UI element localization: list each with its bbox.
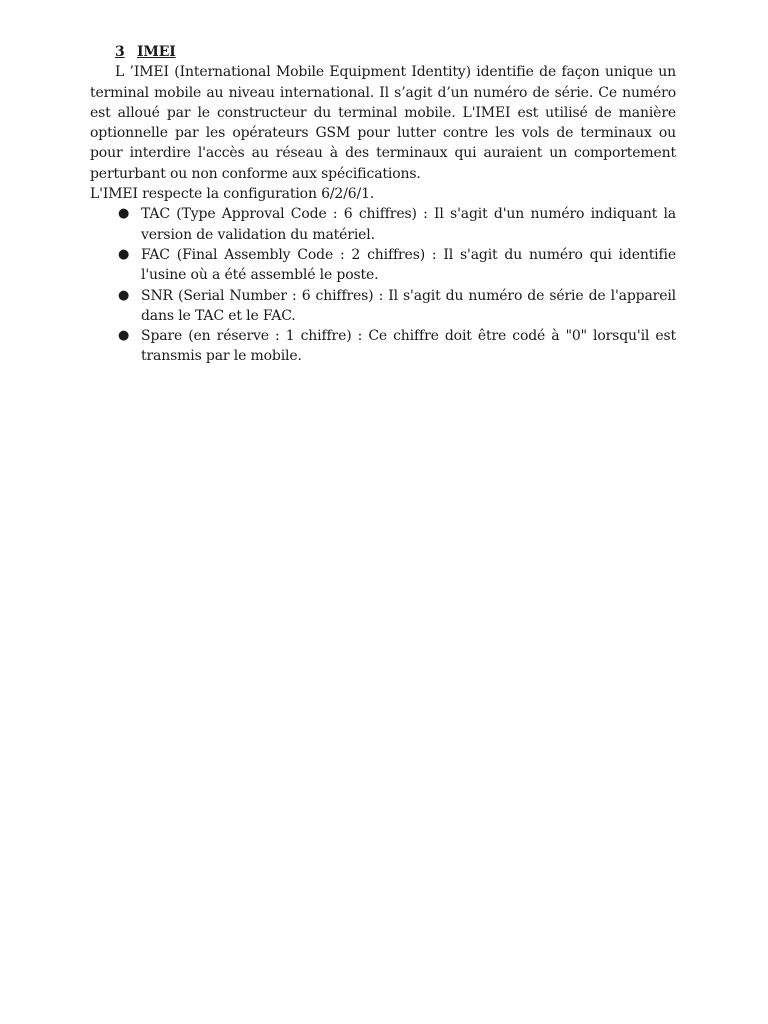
section-title: IMEI [137, 44, 176, 60]
bullet-icon: ● [118, 328, 130, 344]
list-item [118, 326, 676, 367]
document-page [90, 42, 676, 367]
intro-paragraph: L ’IMEI (International Mobile Equipment Identity) identifie de façon unique un terminal mobile au niveau international. Il s’agit d’un numéro de série. Ce numéro est alloué par le constructeur du terminal mobile. L'IMEI est utilisé de manière optionnelle par les opérateurs GSM pour lutter contre les vols de terminaux ou pour interdire l'accès au réseau à des terminaux qui auraient un comportement perturbant ou non conforme aux spécifications. [90, 64, 676, 182]
list-item-text: SNR (Serial Number : 6 chiffres) : Il s'agit du numéro de série de l'appareil dans le TAC et le FAC. [141, 287, 676, 324]
list-item [118, 245, 676, 286]
config-sentence: L'IMEI respecte la configuration 6/2/6/1. [90, 186, 375, 203]
section-heading [115, 42, 676, 62]
list-item [118, 286, 676, 327]
bullet-icon: ● [118, 287, 130, 303]
list-item [118, 204, 676, 245]
section-number: 3 [115, 44, 125, 60]
bullet-icon: ● [118, 246, 130, 262]
list-item-text: FAC (Final Assembly Code : 2 chiffres) : Il s'agit du numéro qui identifie l'usine où a été assemblé le poste. [141, 246, 676, 284]
bullet-icon: ● [118, 206, 130, 222]
imei-components-list [90, 204, 676, 366]
list-item-text: TAC (Type Approval Code : 6 chiffres) : Il s'agit d'un numéro indiquant la version de validation du matériel. [141, 206, 676, 243]
list-item-text: Spare (en réserve : 1 chiffre) : Ce chiffre doit être codé à "0" lorsqu'il est transmis par le mobile. [141, 328, 676, 365]
